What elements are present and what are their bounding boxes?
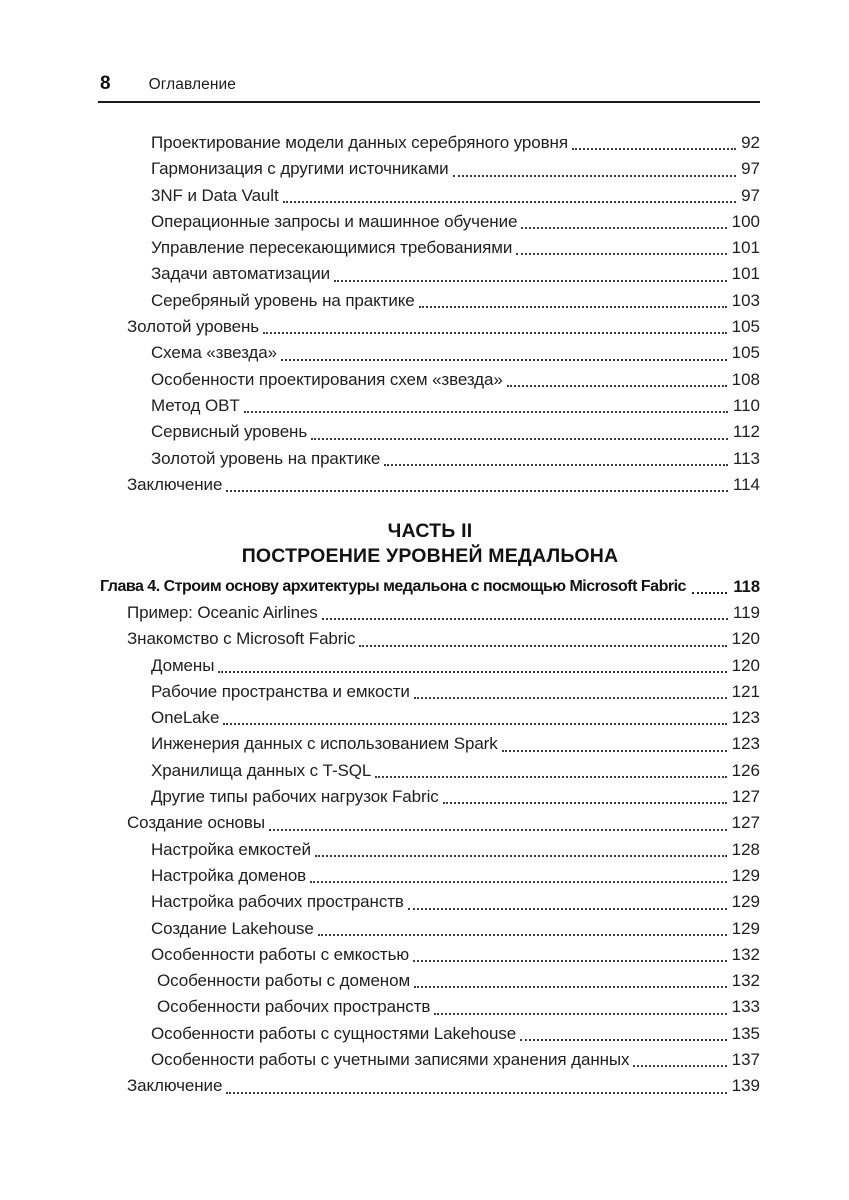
toc-entry-title: Особенности рабочих пространств [157,997,431,1017]
dot-leader [310,881,727,883]
toc-entry-page: 105 [731,343,760,363]
toc-entry-page: 126 [731,760,760,780]
toc-entry [100,837,760,863]
toc-entry-title: Золотой уровень [127,317,260,337]
toc-entry [100,183,760,209]
toc-entry [100,889,760,915]
toc-entry [100,863,760,889]
toc-entry-page: 101 [731,264,760,284]
toc-entry-page: 119 [732,603,760,622]
dot-leader [414,986,727,988]
toc-entry-title: Другие типы рабочих нагрузок Fabric [151,787,439,807]
toc-entry-page: 128 [731,839,760,859]
page-header [100,73,236,95]
toc-entry-title: Особенности работы с сущностями Lakehouse [151,1023,517,1043]
toc-entry-page: 97 [741,185,760,205]
toc-entry-page: 108 [731,369,760,389]
dot-leader [318,934,727,936]
toc-entry [100,393,760,419]
toc-entry [100,340,760,366]
toc-entry-page: 132 [731,971,760,991]
dot-leader [226,490,728,492]
dot-leader [434,1013,726,1015]
toc-entry [100,288,760,314]
dot-leader [218,671,726,673]
toc-entry [100,653,760,679]
dot-leader [419,306,727,308]
toc-entry-page: 97 [741,159,760,179]
dot-leader [311,438,728,440]
toc-section-2 [100,600,760,1100]
toc-entry [100,705,760,731]
toc-entry-title: Сервисный уровень [151,422,308,442]
toc-entry-title: Особенности проектирования схем «звезда» [151,369,503,389]
toc-entry-title: Гармонизация с другими источниками [151,159,449,179]
toc-entry-title: Управление пересекающимися требованиями [151,238,513,258]
toc-entry-title: Инженерия данных с использованием Spark [151,734,498,754]
toc-entry [100,1047,760,1073]
toc-entry-page: 120 [731,655,760,675]
toc-entry [100,130,760,156]
dot-leader [414,697,727,699]
toc-entry-page: 123 [731,734,760,754]
page-number: 8 [100,73,111,94]
toc-entry-title: Создание основы [127,813,265,833]
toc-entry-title: Особенности работы с доменом [157,971,411,991]
dot-leader [244,411,728,413]
toc-entry [100,235,760,261]
dot-leader [520,1039,727,1041]
toc-entry [100,916,760,942]
toc-entry-title: Золотой уровень на практике [151,448,381,468]
dot-leader [572,148,736,150]
toc-entry-page: 103 [731,290,760,310]
dot-leader [226,1092,726,1094]
dot-leader [322,618,728,620]
toc-entry-title: Создание Lakehouse [151,918,314,938]
header-rule [98,101,760,103]
toc-entry [100,942,760,968]
toc-entry [100,209,760,235]
toc-entry [100,156,760,182]
dot-leader [315,855,727,857]
toc-entry-title: Заключение [127,1076,223,1096]
toc-entry-page: 139 [731,1076,760,1096]
dot-leader [443,802,727,804]
part-title: ПОСТРОЕНИЕ УРОВНЕЙ МЕДАЛЬОНА [241,545,619,567]
toc-entry [100,1021,760,1047]
toc-entry-page: 132 [731,944,760,964]
dot-leader [453,175,737,177]
chapter-page: 118 [733,578,760,596]
toc-entry-page: 123 [731,708,760,728]
dot-leader [507,385,727,387]
toc-entry [100,968,760,994]
toc-entry [100,314,760,340]
toc-entry-title: Схема «звезда» [151,343,277,363]
toc-entry-page: 137 [731,1050,760,1070]
toc-entry-page: 100 [731,211,760,231]
toc-entry [100,419,760,445]
toc-entry-title: 3NF и Data Vault [151,185,279,205]
dot-leader [223,723,726,725]
toc-entry [100,679,760,705]
toc-entry [100,626,760,652]
toc-entry-title: Настройка рабочих пространств [151,892,404,912]
toc-entry-title: Хранилища данных с T-SQL [151,760,372,780]
toc-entry-page: 133 [731,997,760,1017]
toc-entry-page: 92 [741,133,760,152]
toc-entry-page: 120 [731,629,760,649]
toc-entry-title: OneLake [151,708,220,728]
dot-leader [269,829,727,831]
dot-leader [263,332,727,334]
toc-entry-title: Операционные запросы и машинное обучение [151,211,518,231]
running-title: Оглавление [148,76,236,93]
toc-entry [100,784,760,810]
toc-entry [100,994,760,1020]
toc-entry-page: 114 [732,474,760,494]
dot-leader [413,960,727,962]
toc-entry-page: 129 [731,865,760,885]
dot-leader [283,201,737,203]
dot-leader [359,645,726,647]
toc-entry-page: 105 [731,317,760,337]
dot-leader [334,280,727,282]
toc-entry-title: Рабочие пространства и емкости [151,681,410,701]
toc-entry [100,446,760,472]
toc-entry [100,810,760,836]
toc-entry-page: 101 [731,238,760,258]
dot-leader [502,750,727,752]
toc-entry-title: Серебряный уровень на практике [151,290,415,310]
dot-leader [408,908,727,910]
toc-entry-title: Проектирование модели данных серебряного уровня [151,133,568,152]
chapter-entry [100,574,760,600]
toc-entry [100,367,760,393]
toc-entry-title: Задачи автоматизации [151,264,330,284]
toc-entry-title: Домены [151,655,215,675]
toc-entry-title: Настройка доменов [151,865,307,885]
part-heading [100,519,760,569]
toc-entry-title: Заключение [127,474,223,494]
toc-section-1 [100,130,760,498]
toc-entry-page: 129 [731,918,760,938]
dot-leader [521,227,726,229]
dot-leader [692,592,727,594]
toc-entry-title: Метод OBT [151,395,240,415]
toc-entry-page: 129 [731,892,760,912]
toc-entry-title: Особенности работы с емкостью [151,944,410,964]
part-number: ЧАСТЬ II [387,520,473,542]
toc-entry [100,731,760,757]
toc-entry-page: 127 [731,813,760,833]
toc-entry [100,261,760,287]
toc-entry-page: 127 [731,787,760,807]
toc-entry-page: 110 [732,395,760,415]
toc-entry-page: 121 [731,681,760,701]
toc-entry [100,472,760,498]
dot-leader [516,253,726,255]
toc-entry-title: Настройка емкостей [151,839,311,859]
toc-entry-title: Знакомство с Microsoft Fabric [127,629,356,649]
toc-entry-title: Пример: Oceanic Airlines [127,603,318,622]
toc-entry-page: 112 [732,422,760,442]
dot-leader [281,359,727,361]
toc-entry [100,600,760,626]
toc-entry [100,1073,760,1099]
chapter-title: Глава 4. Строим основу архитектуры медальона с посмощью Microsoft Fabric [100,578,686,595]
toc-entry-page: 113 [732,448,760,468]
toc-entry-title: Особенности работы с учетными записями хранения данных [151,1050,630,1070]
toc-entry-page: 135 [731,1023,760,1043]
dot-leader [375,776,726,778]
toc-entry [100,758,760,784]
dot-leader [384,464,728,466]
dot-leader [633,1065,726,1067]
